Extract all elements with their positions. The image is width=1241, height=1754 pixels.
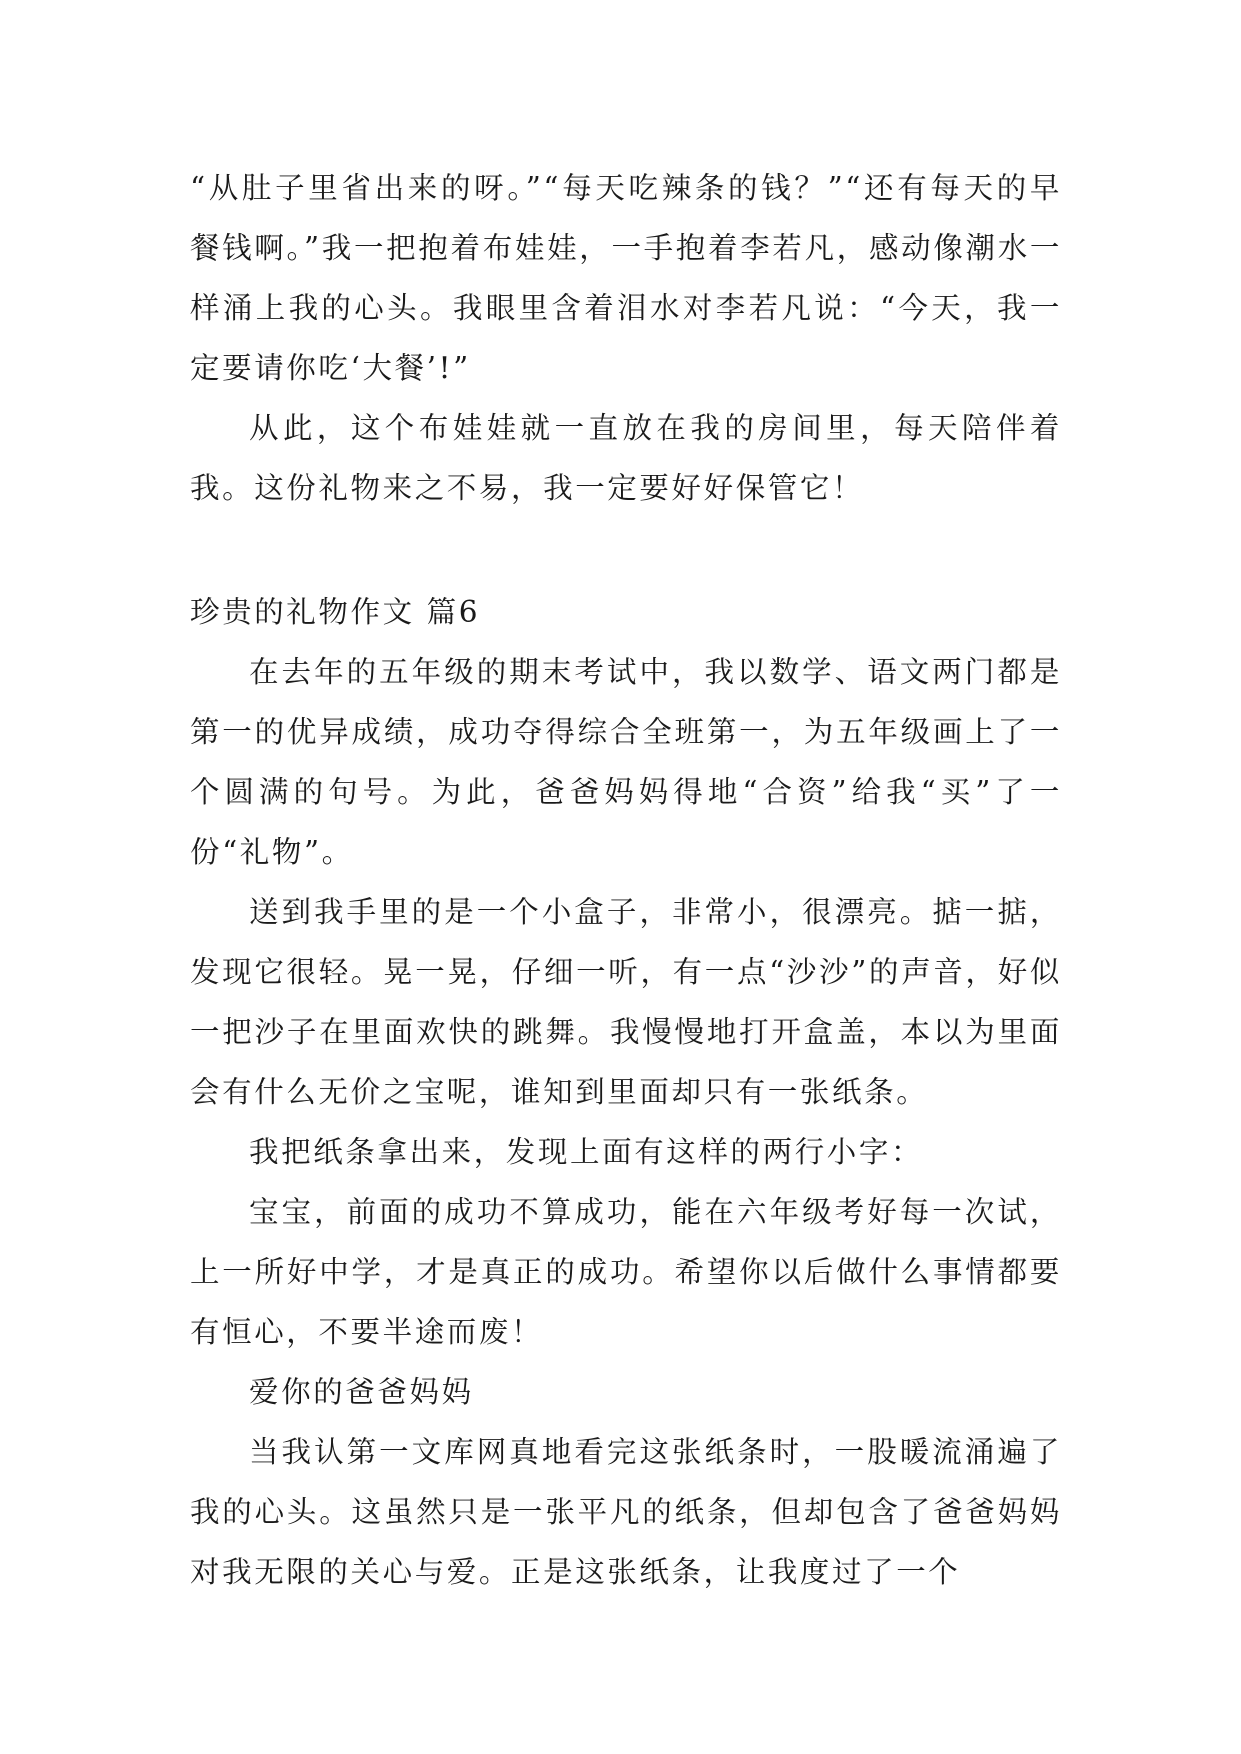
paragraph-reflection: 当我认第一文库网真地看完这张纸条时，一股暖流涌遍了我的心头。这虽然只是一张平凡的纸条，但却包含了爸爸妈妈对我无限的关心与爱。正是这张纸条，让我度过了一个 <box>190 1435 1062 1589</box>
paragraph-conclusion: 从此，这个布娃娃就一直放在我的房间里，每天陪伴着我。这份礼物来之不易，我一定要好好保管它！ <box>190 411 1062 505</box>
section-gap <box>190 518 1062 582</box>
paragraph-signature: 爱你的爸爸妈妈 <box>249 1375 474 1409</box>
paragraph-note-intro: 我把纸条拿出来，发现上面有这样的两行小字： <box>249 1135 924 1169</box>
paragraph-dialogue: “从肚子里省出来的呀。”“每天吃辣条的钱？”“还有每天的早餐钱啊。”我一把抱着布娃娃，一手抱着李若凡，感动像潮水一样涌上我的心头。我眼里含着泪水对李若凡说：“今天，我一定要请你吃‘大餐’!” <box>190 171 1062 385</box>
paragraph-exam: 在去年的五年级的期末考试中，我以数学、语文两门都是第一的优异成绩，成功夺得综合全班第一，为五年级画上了一个圆满的句号。为此，爸爸妈妈得地“合资”给我“买”了一份“礼物”。 <box>190 655 1062 869</box>
section-heading: 珍贵的礼物作文 篇6 <box>190 595 481 629</box>
document-page <box>190 158 1062 1602</box>
paragraph-box: 送到我手里的是一个小盒子，非常小，很漂亮。掂一掂，发现它很轻。晃一晃，仔细一听，有一点“沙沙”的声音，好似一把沙子在里面欢快的跳舞。我慢慢地打开盒盖，本以为里面会有什么无价之宝呢，谁知到里面却只有一张纸条。 <box>190 895 1062 1109</box>
paragraph-note-text: 宝宝，前面的成功不算成功，能在六年级考好每一次试，上一所好中学，才是真正的成功。希望你以后做什么事情都要有恒心，不要半途而废！ <box>190 1195 1062 1349</box>
